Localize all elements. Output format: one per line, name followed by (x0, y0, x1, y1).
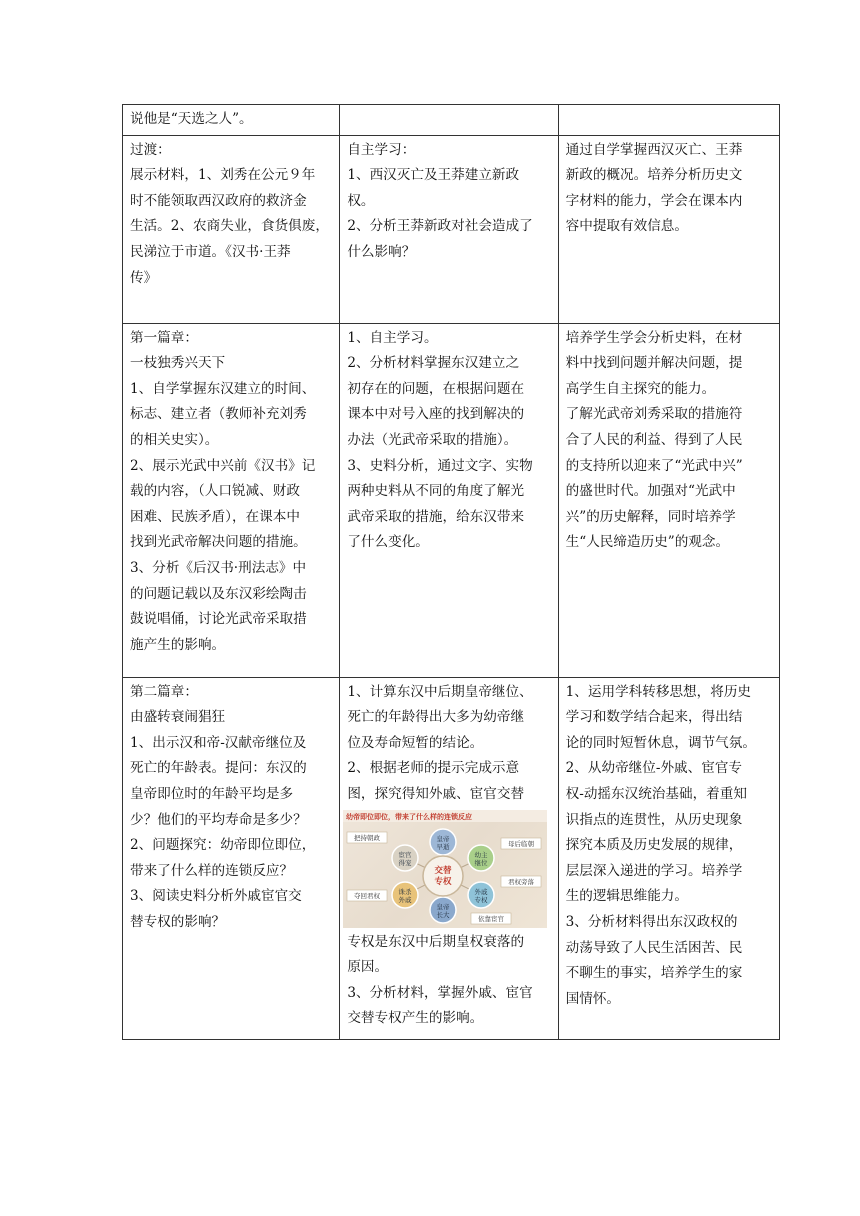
text-line: 论的同时短暂休息，调节气氛。 (565, 734, 756, 751)
text-line: 初存在的问题，在根据问题在 (347, 380, 525, 397)
text-line: 2、分析王莽新政对社会造成了 (347, 218, 533, 235)
text-line: 容中提取有效信息。 (565, 218, 688, 235)
text-line: 鼓说唱俑，讨论光武帝采取措 (130, 611, 307, 628)
design-intent-cell (558, 677, 779, 1039)
text-line: 死亡的年龄得出大多为幼帝继 (347, 709, 525, 726)
student-activity-cell (340, 105, 558, 136)
design-intent-cell (558, 323, 779, 677)
text-line: 载的内容，（人口锐减、财政 (130, 483, 300, 500)
text-line: 3、分析《后汉书·刑法志》中 (130, 559, 307, 576)
diagram-center-node (423, 856, 463, 896)
lesson-plan-table (122, 104, 780, 1040)
text-line: 1、运用学科转移思想，将历史 (565, 683, 752, 700)
power-cycle-diagram (343, 810, 547, 928)
text-line: 字材料的能力，学会在课本内 (565, 192, 743, 209)
text-line: 位及寿命短暂的结论。 (347, 734, 484, 751)
text-line: 的支持所以迎来了“光武中兴” (565, 457, 743, 474)
text-line: 探究本质及历史发展的规律， (565, 837, 743, 854)
text-line: 生“人民缔造历史”的观念。 (565, 534, 730, 551)
text-line: 传》 (130, 269, 158, 286)
text-line: 由盛转衰闹猖狂 (130, 709, 226, 726)
text-line: 说他是“天选之人”。 (130, 111, 253, 127)
text-line: 了什么变化。 (347, 534, 429, 551)
text-line: 1、出示汉和帝-汉献帝继位及 (130, 734, 307, 751)
teacher-activity-cell (123, 105, 340, 136)
text-line: 生活。2、农商失业，食货俱废， (130, 218, 329, 235)
diagram-node-label: 继位 (474, 858, 488, 867)
text-line: 什么影响？ (347, 243, 416, 260)
text-line: 武帝采取的措施，给东汉带来 (347, 508, 525, 525)
table-row (123, 323, 780, 677)
design-intent-cell (558, 135, 779, 323)
text-line: 课本中对号入座的找到解决的 (347, 406, 525, 423)
text-line: 3、分析材料得出东汉政权的 (565, 913, 738, 930)
text-line: 皇帝即位时的年龄平均是多 (130, 785, 294, 802)
text-line: 过渡： (130, 141, 171, 158)
text-line: 民涕泣于市道。《汉书·王莽 (130, 243, 291, 260)
text-line: 学习和数学结合起来，得出结 (565, 709, 743, 726)
student-activity-cell (340, 135, 558, 323)
text-line: 高学生自主探究的能力。 (565, 380, 716, 397)
text-line: 合了人民的利益、得到了人民 (565, 431, 743, 448)
text-line: 2、从幼帝继位-外戚、宦官专 (565, 760, 743, 777)
text-line: 办法（光武帝采取的措施）。 (347, 431, 518, 448)
text-line: 第一篇章： (130, 329, 198, 346)
diagram-center-label: 专权 (434, 876, 452, 887)
text-line: 了解光武帝刘秀采取的措施符 (565, 406, 743, 423)
text-line: 1、西汉灭亡及王莽建立新政 (347, 167, 520, 184)
text-line: 通过自学掌握西汉灭亡、王莽 (565, 141, 743, 158)
text-line: 层层深入递进的学习。培养学 (565, 862, 743, 879)
diagram-node-label: 长大 (436, 910, 450, 919)
text-line: 两种史料从不同的角度了解光 (347, 483, 525, 500)
text-line: 第二篇章： (130, 683, 198, 700)
student-activity-cell (340, 323, 558, 677)
text-line: 3、分析材料，掌握外戚、宦官 (347, 984, 533, 1001)
text-line: 图，探究得知外戚、宦官交替 (347, 785, 525, 802)
text-line: 2、分析材料掌握东汉建立之 (347, 355, 520, 372)
diagram-node-label: 外戚 (398, 895, 412, 904)
text-line: 时不能领取西汉政府的救济金 (130, 192, 307, 209)
teacher-activity-cell (123, 323, 340, 677)
text-line: 死亡的年龄表。提问：东汉的 (130, 760, 307, 777)
diagram-tag-label: 夺回君权 (354, 891, 381, 900)
text-line: 培养学生学会分析史料，在材 (565, 329, 743, 346)
text-line: 替专权的影响？ (130, 913, 226, 930)
text-line: 1、计算东汉中后期皇帝继位、 (347, 683, 533, 700)
text-line: 识指点的连贯性，从历史现象 (565, 811, 743, 828)
teacher-activity-cell (123, 677, 340, 1039)
text-line: 1、自主学习。 (347, 329, 438, 346)
text-line: 动荡导致了人民生活困苦、民 (565, 939, 743, 956)
text-line: 权。 (347, 192, 375, 209)
text-line: 找到光武帝解决问题的措施。 (130, 534, 307, 551)
text-line: 一枝独秀兴天下 (130, 355, 226, 372)
student-activity-cell (340, 677, 558, 1039)
design-intent-cell (558, 105, 779, 136)
table-row (123, 105, 780, 136)
text-line: 2、根据老师的提示完成示意 (347, 760, 520, 777)
diagram-node-label: 幼主 (474, 850, 488, 859)
text-line: 困难、民族矛盾），在课本中 (130, 508, 300, 525)
diagram-tag-label: 母后临朝 (508, 839, 535, 848)
text-line: 标志、建立者（教师补充刘秀 (130, 406, 307, 423)
text-line: 少？他们的平均寿命是多少？ (130, 811, 307, 828)
diagram-node-label: 外戚 (474, 887, 488, 896)
text-line: 的问题记载以及东汉彩绘陶击 (130, 585, 307, 602)
text-line: 2、展示光武中兴前《汉书》记 (130, 457, 316, 474)
text-line: 专权是东汉中后期皇权衰落的 (347, 933, 525, 950)
diagram-tag-label: 依靠宦官 (478, 914, 505, 923)
text-line: 料中找到问题并解决问题，提 (565, 355, 743, 372)
diagram-node-label: 宦官 (398, 850, 412, 859)
teacher-activity-cell (123, 135, 340, 323)
text-line: 兴”的历史解释，同时培养学 (565, 508, 736, 525)
diagram-node-label: 皇帝 (436, 834, 450, 843)
text-line: 2、问题探究：幼帝即位即位， (130, 837, 316, 854)
table-row (123, 677, 780, 1039)
text-line: 的相关史实）。 (130, 431, 219, 448)
diagram-node-label: 诛杀 (398, 887, 412, 896)
diagram-banner: 幼帝即位即位，带来了什么样的连锁反应 (346, 812, 473, 821)
diagram-node-label: 早逝 (436, 842, 450, 851)
text-line: 权-动摇东汉统治基础，着重知 (565, 785, 747, 802)
diagram-node-label: 专权 (474, 895, 488, 904)
diagram-center-label: 交替 (434, 865, 452, 876)
text-line: 3、阅读史料分析外戚宦官交 (130, 888, 302, 905)
text-line: 1、自学掌握东汉建立的时间、 (130, 380, 316, 397)
text-line: 新政的概况。培养分析历史文 (565, 167, 743, 184)
diagram-tag-label: 把持朝政 (354, 833, 381, 842)
text-line: 生的逻辑思维能力。 (565, 888, 688, 905)
text-line: 交替专权产生的影响。 (347, 1010, 484, 1027)
text-line: 展示材料，1、刘秀在公元９年 (130, 167, 316, 184)
diagram-node-label: 皇帝 (436, 902, 450, 911)
table-row (123, 135, 780, 323)
text-line: 带来了什么样的连锁反应？ (130, 862, 294, 879)
diagram-node-label: 得宠 (398, 858, 412, 867)
diagram-tag-label: 君权旁落 (508, 877, 535, 886)
text-line: 的盛世时代。加强对“光武中 (565, 483, 736, 500)
text-line: 施产生的影响。 (130, 636, 226, 653)
text-line: 原因。 (347, 959, 389, 976)
text-line: 不聊生的事实，培养学生的家 (565, 965, 743, 982)
text-line: 自主学习： (347, 141, 416, 158)
text-line: 3、史料分析，通过文字、实物 (347, 457, 533, 474)
text-line: 国情怀。 (565, 990, 621, 1007)
